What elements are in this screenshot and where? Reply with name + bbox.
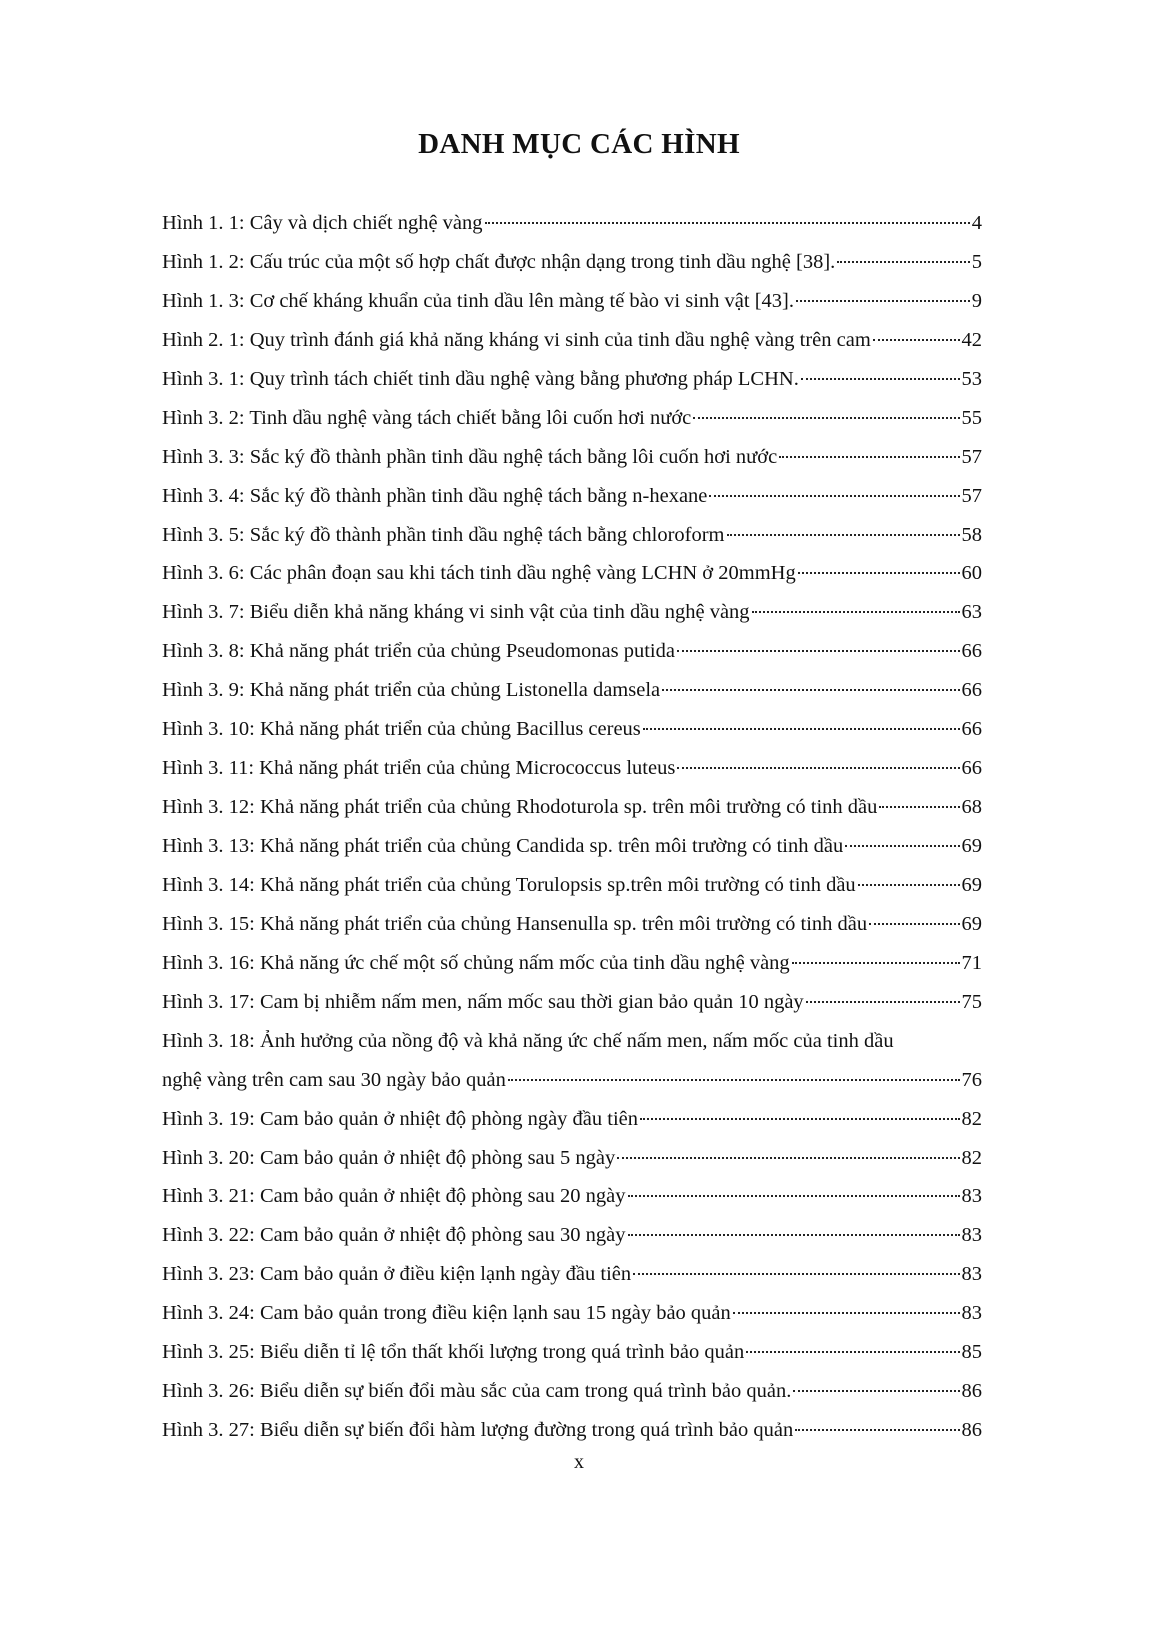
- toc-entry[interactable]: [162, 204, 982, 243]
- entry-page: 83: [961, 1263, 982, 1286]
- dot-leader: [709, 494, 959, 497]
- dot-leader: [793, 1389, 959, 1392]
- entry-page: 5: [971, 250, 982, 273]
- dot-leader: [617, 1156, 959, 1159]
- entry-page: 82: [961, 1146, 982, 1169]
- dot-leader: [806, 1000, 960, 1003]
- toc-entry[interactable]: [162, 1216, 982, 1255]
- entry-page: 69: [961, 912, 982, 935]
- dot-leader: [873, 338, 960, 341]
- dot-leader: [677, 649, 960, 652]
- dot-leader: [677, 766, 959, 769]
- figure-list: [162, 204, 982, 1450]
- toc-entry[interactable]: [162, 671, 982, 710]
- entry-label: Hình 3. 10: Khả năng phát triển của chủng Bacillus cereus: [162, 718, 641, 741]
- dot-leader: [628, 1233, 960, 1236]
- dot-leader: [795, 1428, 959, 1431]
- entry-page: 75: [961, 990, 982, 1013]
- dot-leader: [837, 260, 969, 263]
- toc-entry[interactable]: [162, 1177, 982, 1216]
- entry-label: Hình 3. 21: Cam bảo quản ở nhiệt độ phòng sau 20 ngày: [162, 1185, 626, 1208]
- entry-page: 58: [961, 523, 982, 546]
- toc-entry[interactable]: [162, 788, 982, 827]
- entry-page: 68: [961, 796, 982, 819]
- dot-leader: [792, 961, 960, 964]
- toc-entry[interactable]: [162, 1100, 982, 1139]
- toc-entry[interactable]: [162, 1372, 982, 1411]
- entry-label: Hình 3. 23: Cam bảo quản ở điều kiện lạnh ngày đầu tiên: [162, 1263, 632, 1286]
- entry-label: Hình 3. 6: Các phân đoạn sau khi tách tinh dầu nghệ vàng LCHN ở 20mmHg: [162, 562, 796, 585]
- entry-page: 4: [971, 212, 982, 234]
- toc-entry[interactable]: [162, 360, 982, 399]
- entry-page: 66: [961, 757, 982, 780]
- entry-label: Hình 3. 12: Khả năng phát triển của chủng Rhodoturola sp. trên môi trường có tinh dầu: [162, 796, 878, 819]
- entry-page: 66: [961, 718, 982, 741]
- dot-leader: [869, 922, 959, 925]
- entry-page: 55: [961, 406, 982, 429]
- dot-leader: [845, 844, 959, 847]
- dot-leader: [633, 1272, 959, 1275]
- dot-leader: [796, 299, 970, 302]
- entry-label: Hình 3. 20: Cam bảo quản ở nhiệt độ phòng sau 5 ngày: [162, 1146, 616, 1169]
- entry-page: 82: [961, 1107, 982, 1130]
- toc-entry[interactable]: [162, 1255, 982, 1294]
- entry-label: Hình 1. 3: Cơ chế kháng khuẩn của tinh dầu lên màng tế bào vi sinh vật [43].: [162, 289, 794, 312]
- toc-entry[interactable]: [162, 554, 982, 593]
- entry-page: 60: [961, 562, 982, 585]
- entry-page: 83: [961, 1224, 982, 1247]
- dot-leader: [746, 1350, 959, 1353]
- entry-page: 63: [961, 601, 982, 624]
- entry-page: 66: [961, 640, 982, 663]
- entry-label: Hình 3. 27: Biểu diễn sự biến đổi hàm lượng đường trong quá trình bảo quản: [162, 1419, 794, 1442]
- entry-page: 57: [961, 445, 982, 468]
- entry-label: Hình 3. 4: Sắc ký đồ thành phần tinh dầu nghệ tách bằng n-hexane: [162, 484, 708, 507]
- toc-entry[interactable]: [162, 749, 982, 788]
- entry-label: Hình 3. 9: Khả năng phát triển của chủng Listonella damsela: [162, 679, 661, 702]
- entry-label: Hình 3. 26: Biểu diễn sự biến đổi màu sắc của cam trong quá trình bảo quản.: [162, 1380, 792, 1403]
- toc-entry[interactable]: [162, 1333, 982, 1372]
- entry-page: 86: [961, 1419, 982, 1442]
- dot-leader: [733, 1311, 960, 1314]
- dot-leader: [752, 610, 960, 613]
- entry-label: Hình 3. 17: Cam bị nhiễm nấm men, nấm mốc sau thời gian bảo quản 10 ngày: [162, 990, 804, 1013]
- entry-page: 71: [961, 951, 982, 974]
- dot-leader: [662, 688, 959, 691]
- dot-leader: [643, 727, 960, 730]
- toc-entry[interactable]: [162, 983, 982, 1022]
- entry-label: Hình 3. 22: Cam bảo quản ở nhiệt độ phòng sau 30 ngày: [162, 1224, 626, 1247]
- dot-leader: [628, 1194, 960, 1197]
- dot-leader: [508, 1078, 960, 1081]
- entry-page: 86: [961, 1380, 982, 1403]
- entry-label: Hình 3. 13: Khả năng phát triển của chủng Candida sp. trên môi trường có tinh dầu: [162, 835, 844, 857]
- entry-label: Hình 3. 19: Cam bảo quản ở nhiệt độ phòng ngày đầu tiên: [162, 1107, 639, 1130]
- entry-label: Hình 3. 7: Biểu diễn khả năng kháng vi sinh vật của tinh dầu nghệ vàng: [162, 601, 750, 624]
- entry-page: 85: [961, 1341, 982, 1364]
- toc-entry[interactable]: [162, 1411, 982, 1450]
- entry-label: Hình 1. 1: Cây và dịch chiết nghệ vàng: [162, 212, 483, 234]
- entry-label: Hình 3. 15: Khả năng phát triển của chủng Hansenulla sp. trên môi trường có tinh dầu: [162, 912, 868, 935]
- toc-entry[interactable]: [162, 944, 982, 983]
- entry-label: Hình 3. 24: Cam bảo quản trong điều kiện lạnh sau 15 ngày bảo quản: [162, 1302, 731, 1325]
- toc-entry-first-line[interactable]: [162, 1022, 982, 1061]
- dot-leader: [858, 883, 960, 886]
- entry-page: 53: [961, 367, 982, 390]
- toc-entry[interactable]: [162, 438, 982, 477]
- toc-entry[interactable]: [162, 866, 982, 905]
- entry-label: Hình 2. 1: Quy trình đánh giá khả năng kháng vi sinh của tinh dầu nghệ vàng trên cam: [162, 328, 871, 351]
- entry-label: Hình 3. 25: Biểu diễn tỉ lệ tổn thất khối lượng trong quá trình bảo quản: [162, 1341, 745, 1364]
- entry-page: 83: [961, 1185, 982, 1208]
- entry-label: Hình 3. 3: Sắc ký đồ thành phần tinh dầu nghệ tách bằng lôi cuốn hơi nước: [162, 445, 778, 468]
- entry-page: 57: [961, 484, 982, 507]
- toc-entry[interactable]: [162, 632, 982, 671]
- toc-entry[interactable]: [162, 1139, 982, 1178]
- entry-label: Hình 3. 1: Quy trình tách chiết tinh dầu nghệ vàng bằng phương pháp LCHN.: [162, 367, 799, 390]
- entry-label: Hình 3. 18: Ảnh hưởng của nồng độ và khả năng ức chế nấm men, nấm mốc của tinh dầu: [162, 1029, 894, 1052]
- dot-leader: [640, 1117, 959, 1120]
- toc-entry[interactable]: [162, 321, 982, 360]
- toc-entry[interactable]: [162, 1294, 982, 1333]
- entry-label: Hình 1. 2: Cấu trúc của một số hợp chất được nhận dạng trong tinh dầu nghệ [38].: [162, 250, 836, 273]
- toc-entry[interactable]: [162, 827, 982, 866]
- page-title: DANH MỤC CÁC HÌNH: [418, 128, 740, 160]
- entry-label: Hình 3. 14: Khả năng phát triển của chủng Torulopsis sp.trên môi trường có tinh dầu: [162, 873, 856, 896]
- dot-leader: [779, 455, 959, 458]
- entry-page: 42: [961, 328, 982, 351]
- toc-entry-continuation[interactable]: [162, 1061, 982, 1100]
- entry-label: nghệ vàng trên cam sau 30 ngày bảo quản: [162, 1068, 506, 1091]
- dot-leader: [485, 221, 970, 224]
- entry-page: 69: [961, 873, 982, 896]
- dot-leader: [879, 805, 959, 808]
- entry-label: Hình 3. 2: Tinh dầu nghệ vàng tách chiết bằng lôi cuốn hơi nước: [162, 406, 692, 429]
- entry-page: 69: [961, 835, 982, 857]
- entry-label: Hình 3. 16: Khả năng ức chế một số chủng nấm mốc của tinh dầu nghệ vàng: [162, 951, 790, 974]
- entry-page: 9: [971, 289, 982, 312]
- dot-leader: [801, 377, 960, 380]
- toc-entry[interactable]: [162, 477, 982, 516]
- toc-entry[interactable]: [162, 905, 982, 944]
- dot-leader: [727, 533, 960, 536]
- toc-entry[interactable]: [162, 243, 982, 282]
- page-number: x: [574, 1451, 584, 1473]
- toc-entry[interactable]: [162, 593, 982, 632]
- entry-page: 66: [961, 679, 982, 702]
- entry-label: Hình 3. 8: Khả năng phát triển của chủng Pseudomonas putida: [162, 640, 675, 663]
- toc-entry[interactable]: [162, 710, 982, 749]
- dot-leader: [693, 416, 959, 419]
- toc-entry[interactable]: [162, 282, 982, 321]
- toc-entry[interactable]: [162, 516, 982, 555]
- entry-label: Hình 3. 11: Khả năng phát triển của chủng Micrococcus luteus: [162, 757, 676, 780]
- entry-page: 76: [961, 1068, 982, 1091]
- entry-label: Hình 3. 5: Sắc ký đồ thành phần tinh dầu nghệ tách bằng chloroform: [162, 523, 725, 546]
- dot-leader: [798, 571, 960, 574]
- entry-page: 83: [961, 1302, 982, 1325]
- toc-entry[interactable]: [162, 399, 982, 438]
